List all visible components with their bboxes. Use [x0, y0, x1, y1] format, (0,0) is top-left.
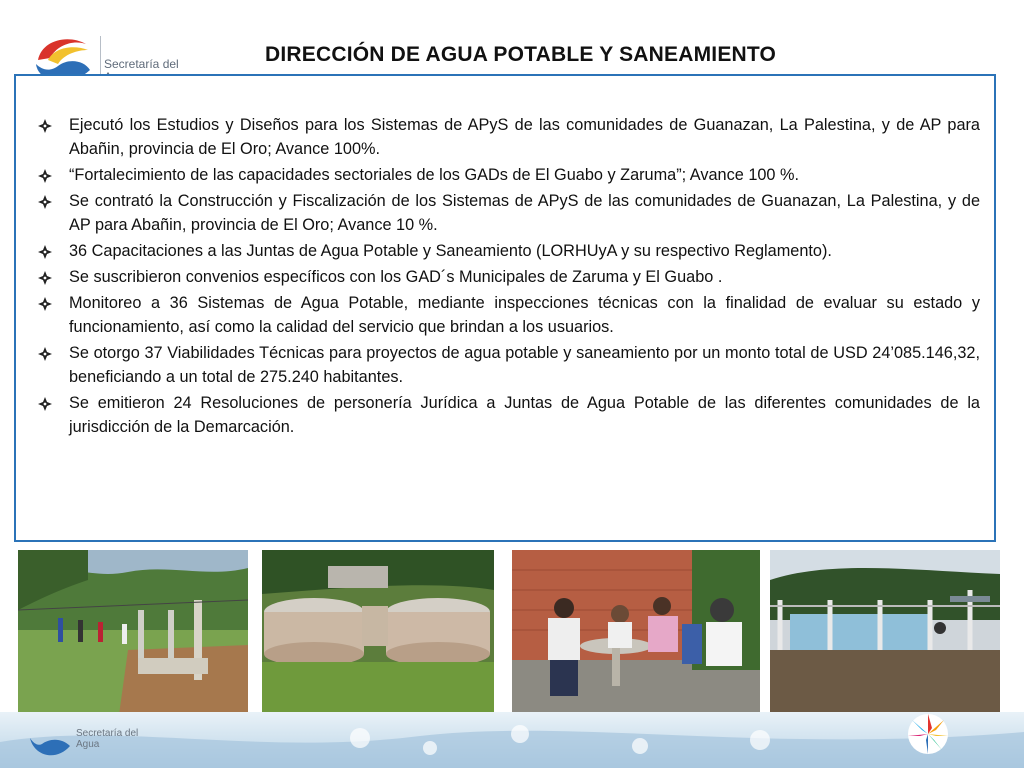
list-item — [38, 163, 980, 187]
color-flower-icon — [892, 710, 964, 758]
diamond-bullet-icon — [38, 245, 52, 259]
list-item-text: Monitoreo a 36 Sistemas de Agua Potable, mediante inspecciones técnicas con la finalidad de evaluar su estado y funcionamiento, así como la calidad del servicio que brindan a los usuarios. — [69, 294, 980, 336]
bullet-list — [38, 113, 980, 441]
list-item-text: 36 Capacitaciones a las Juntas de Agua Potable y Saneamiento (LORHUyA y su respectivo Reglamento). — [69, 242, 832, 260]
diamond-bullet-icon — [38, 271, 52, 285]
list-item — [38, 239, 980, 263]
footer-logo-emblem-icon — [28, 724, 72, 760]
logo-text-line1: Secretaría del — [104, 57, 179, 71]
footer-logo-text-line1: Secretaría del — [76, 728, 139, 739]
list-item — [38, 265, 980, 289]
list-item-text: Ejecutó los Estudios y Diseños para los Sistemas de APyS de las comunidades de Guanazan, La Palestina, y de AP para Abañin, provincia de El Oro; Avance 100%. — [69, 116, 980, 158]
list-item-text: Se emitieron 24 Resoluciones de personería Jurídica a Juntas de Agua Potable de las diferentes comunidades de la jurisdicción de la Demarcación. — [69, 394, 980, 436]
photo-construction-site — [18, 550, 248, 722]
photo-water-plant-fence — [770, 550, 1000, 722]
footer-logo — [28, 724, 178, 764]
list-item-text: Se suscribieron convenios específicos con los GAD´s Municipales de Zaruma y El Guabo . — [69, 268, 723, 286]
diamond-bullet-icon — [38, 347, 52, 361]
list-item — [38, 341, 980, 389]
diamond-bullet-icon — [38, 297, 52, 311]
footer-logo-text-line2: Agua — [76, 739, 100, 750]
diamond-bullet-icon — [38, 195, 52, 209]
list-item — [38, 113, 980, 161]
diamond-bullet-icon — [38, 397, 52, 411]
list-item — [38, 391, 980, 439]
diamond-bullet-icon — [38, 169, 52, 183]
list-item-text: “Fortalecimiento de las capacidades sectoriales de los GADs de El Guabo y Zaruma”; Avance 100 %. — [69, 166, 800, 184]
list-item-text: Se contrató la Construcción y Fiscalización de los Sistemas de APyS de las comunidades de Guanazan, La Palestina, y de AP para Abañin, provincia de El Oro; Avance 10 %. — [69, 192, 980, 234]
list-item — [38, 291, 980, 339]
footer-logo-text — [76, 728, 138, 750]
content-box — [14, 74, 996, 542]
photo-water-tanks — [262, 550, 494, 722]
diamond-bullet-icon — [38, 119, 52, 133]
list-item-text: Se otorgo 37 Viabilidades Técnicas para proyectos de agua potable y saneamiento por un monto total de USD 24’085.146,32, beneficiando a un total de 275.240 habitantes. — [69, 344, 980, 386]
photo-community-meeting — [512, 550, 760, 722]
page-title: DIRECCIÓN DE AGUA POTABLE Y SANEAMIENTO — [265, 43, 777, 66]
list-item — [38, 189, 980, 237]
